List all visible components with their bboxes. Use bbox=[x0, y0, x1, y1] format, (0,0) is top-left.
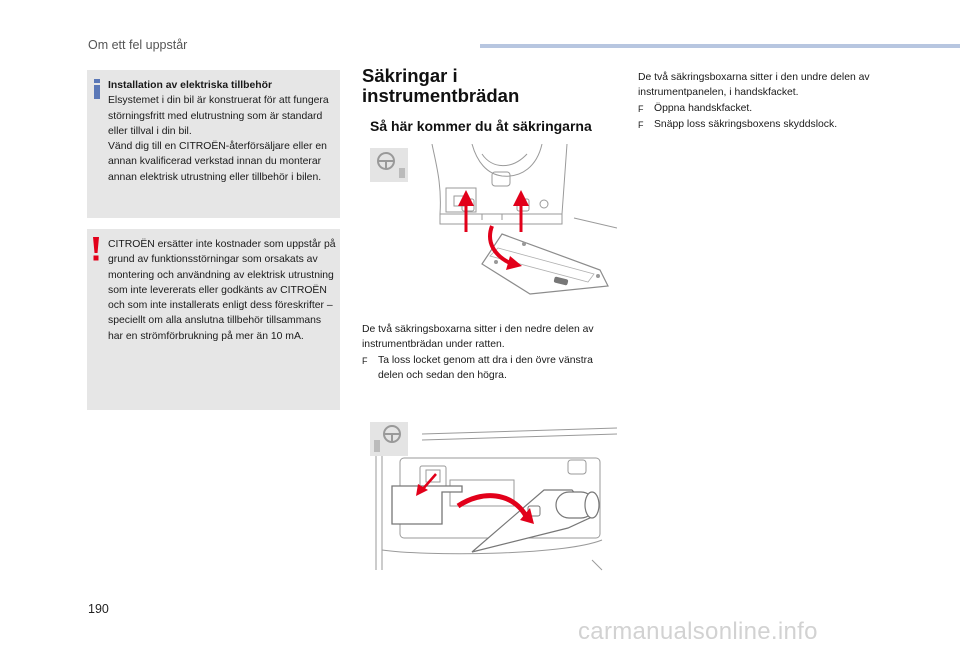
left-column-text bbox=[362, 322, 617, 383]
info-box-heading: Installation av elektriska tillbehör bbox=[108, 80, 272, 91]
right-column-text bbox=[638, 70, 898, 133]
watermark: carmanualsonline.info bbox=[578, 618, 818, 645]
bullet-glyph: F bbox=[638, 119, 644, 130]
warning-box bbox=[87, 229, 340, 410]
glovebox-lid bbox=[472, 490, 599, 552]
left-step-1 bbox=[362, 353, 617, 384]
bullet-glyph: F bbox=[638, 103, 644, 114]
fuse-box-cover bbox=[392, 486, 462, 524]
right-step-1 bbox=[638, 101, 898, 117]
fuse-cover-panel bbox=[482, 234, 608, 294]
info-box-text bbox=[108, 78, 336, 185]
illustration-glovebox-fuse-cover bbox=[362, 420, 617, 572]
bullet-glyph: F bbox=[362, 355, 368, 366]
info-box-paragraph-2: Vänd dig till en CITROËN-återförsäljare eller en annan kvalificerad verkstad innan du monterar annan elektrisk utrustning eller tillbehör i bilen. bbox=[108, 141, 327, 183]
section-title: Säkringar i instrumentbrädan bbox=[362, 65, 520, 106]
right-intro: De två säkringsboxarna sitter i den undre delen av instrumentpanelen, i handskfacket. bbox=[638, 72, 870, 99]
warning-icon bbox=[90, 237, 102, 261]
subsection-title: Så här kommer du åt säkringarna bbox=[370, 118, 592, 134]
warning-box-text bbox=[108, 237, 336, 344]
info-box-paragraph-1: Elsystemet i din bil är konstruerat för att fungera störningsfritt med elutrustning som är standard eller tillval i din bil. bbox=[108, 95, 329, 137]
page-number: 190 bbox=[88, 602, 109, 616]
right-step-1-text: Öppna handskfacket. bbox=[654, 102, 753, 114]
right-step-2 bbox=[638, 117, 898, 133]
glovebox-steering-wheel-icon bbox=[370, 422, 408, 456]
left-step-1-text: Ta loss locket genom att dra i den övre vänstra delen och sedan den högra. bbox=[378, 354, 593, 381]
header-bar bbox=[480, 44, 960, 48]
info-box bbox=[87, 70, 340, 218]
info-icon bbox=[93, 79, 101, 99]
header-title: Om ett fel uppstår bbox=[88, 38, 188, 52]
warning-box-paragraph: CITROËN ersätter inte kostnader som uppstår på grund av funktionsstörningar som orsakats av montering och användning av elektrisk utrustning som inte levererats eller godkänts av CITROËN och som inte installerats enligt dess föreskrifter – speciellt om alla anslutna tillbehör tillsammans har en strömförbrukning på mer än 10 mA. bbox=[108, 239, 336, 342]
right-step-2-text: Snäpp loss säkringsboxens skyddslock. bbox=[654, 118, 838, 130]
steering-wheel-icon bbox=[370, 148, 408, 182]
left-intro: De två säkringsboxarna sitter i den nedre delen av instrumentbrädan under ratten. bbox=[362, 324, 594, 351]
illustration-steering-fuse-cover bbox=[362, 144, 617, 296]
